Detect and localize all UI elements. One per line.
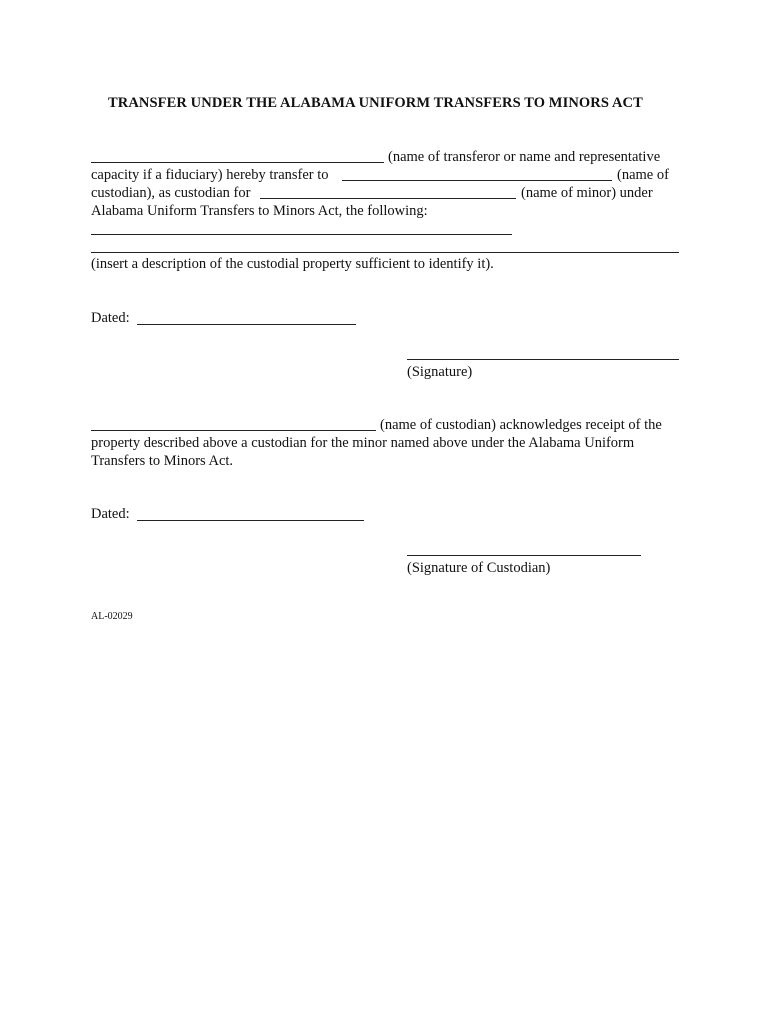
signature-label: (Signature) — [407, 364, 473, 380]
transferor-name-blank[interactable] — [91, 162, 384, 163]
dated-blank-2[interactable] — [137, 520, 364, 521]
acknowledgment-line1-end: (name of custodian) acknowledges receipt of the — [380, 417, 662, 433]
transfer-line3-text: custodian), as custodian for — [91, 185, 251, 201]
page-title: TRANSFER UNDER THE ALABAMA UNIFORM TRANSFERS TO MINORS ACT — [108, 95, 643, 111]
property-description-blank-1[interactable] — [91, 234, 512, 235]
transfer-line3-end: (name of minor) under — [521, 185, 653, 201]
transferor-name-caption: (name of transferor or name and representative — [388, 149, 661, 165]
custodian-signature-label: (Signature of Custodian) — [407, 560, 551, 576]
form-code: AL-02029 — [91, 611, 133, 622]
minor-name-blank[interactable] — [260, 198, 516, 199]
property-instruction: (insert a description of the custodial property sufficient to identify it). — [91, 256, 494, 272]
dated-blank[interactable] — [137, 324, 356, 325]
dated-label: Dated: — [91, 310, 130, 326]
acknowledgment-line3: Transfers to Minors Act. — [91, 453, 234, 469]
transfer-line2-end: (name of — [617, 167, 669, 183]
dated-label-2: Dated: — [91, 506, 130, 522]
custodian-signature-blank[interactable] — [407, 555, 641, 556]
acknowledgment-line2: property described above a custodian for the minor named above under the Alabama Uniform — [91, 435, 635, 451]
acknowledging-custodian-blank[interactable] — [91, 430, 376, 431]
custodian-name-blank[interactable] — [342, 180, 612, 181]
signature-blank[interactable] — [407, 359, 679, 360]
property-description-blank-2[interactable] — [91, 252, 679, 253]
transfer-line4-text: Alabama Uniform Transfers to Minors Act, the following: — [91, 203, 428, 219]
transfer-line2-text: capacity if a fiduciary) hereby transfer to — [91, 167, 329, 183]
